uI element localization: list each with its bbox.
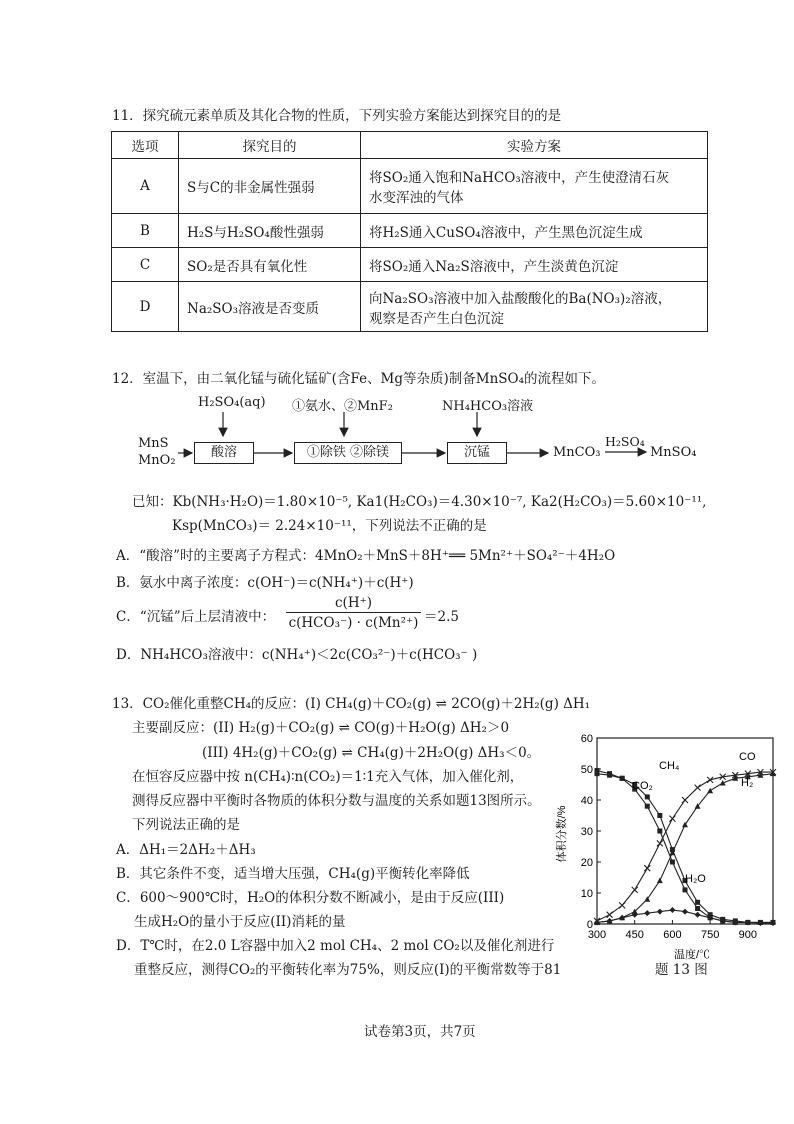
label-co2: CO₂	[632, 780, 653, 792]
data-point	[683, 887, 688, 892]
box-precipitate-mn: 沉锰	[447, 442, 507, 464]
label-h2o: H₂O	[685, 873, 706, 885]
row-goal: Na₂SO₃溶液是否变质	[179, 282, 361, 332]
data-point	[645, 794, 650, 799]
series-line-2	[597, 772, 773, 921]
data-point	[619, 902, 625, 908]
reagent-nh4hco3: NH₄HCO₃溶液	[442, 399, 534, 414]
data-point	[645, 804, 650, 809]
q12-fraction-numerator: c(H⁺)	[335, 595, 372, 611]
data-point	[657, 829, 662, 834]
data-point	[695, 912, 701, 918]
y-tick-label: 60	[580, 733, 593, 745]
product-mnso4: MnSO₄	[650, 445, 697, 460]
x-tick-label: 450	[625, 929, 644, 941]
data-point	[670, 860, 675, 865]
q13-line5: 测得反应器中平衡时各物质的体积分数与温度的关系如题13图所示。	[132, 793, 541, 809]
q13-line4: 在恒容反应器中按 n(CH₄)∶n(CO₂)＝1∶1充入气体，加入催化剂，	[132, 769, 524, 785]
page-footer: 试卷第3页，共7页	[364, 1024, 476, 1040]
plan-line2: 观察是否产生白色沉淀	[369, 310, 504, 327]
header-option: 选项	[112, 132, 179, 159]
q13-line1: 13．CO₂催化重整CH₄的反应：(I) CH₄(g)＋CO₂(g) ⇌ 2CO(g)＋2H₂(g) ΔH₁	[112, 696, 591, 712]
header-goal: 探究目的	[179, 132, 361, 159]
reagent-h2so4: H₂SO₄(aq)	[198, 395, 266, 410]
series-line-0	[597, 774, 773, 923]
row-goal: S与C的非金属性强弱	[179, 159, 361, 214]
y-tick-label: 50	[580, 764, 593, 776]
data-point	[669, 907, 675, 913]
y-tick-label: 0	[586, 919, 593, 931]
q12-option-c-suffix: ＝2.5	[424, 609, 459, 625]
q13-option-c-line1: C．600～900℃时，H₂O的体积分数不断减小，是由于反应(III)	[116, 890, 505, 906]
row-goal: SO₂是否具有氧化性	[179, 248, 361, 282]
row-option: D	[112, 282, 179, 332]
fraction-bar	[286, 612, 421, 613]
label-h2: H₂	[741, 777, 754, 789]
y-tick-label: 20	[580, 857, 593, 869]
data-point	[620, 776, 625, 781]
row-option: B	[112, 214, 179, 248]
x-tick-label: 900	[738, 929, 758, 941]
q13-option-d-line2: 重整反应，测得CO₂的平衡转化率为75%，则反应(I)的平衡常数等于81	[134, 962, 562, 978]
data-point	[595, 768, 600, 773]
y-axis-label: 体积分数/%	[556, 805, 568, 863]
data-point	[695, 900, 700, 905]
label-ch4: CH₄	[659, 760, 680, 772]
plan-line1: 向Na₂SO₃溶液中加入盐酸酸化的Ba(NO₃)₂溶液，	[369, 290, 672, 307]
q13-line3: (III) 4H₂(g)＋CO₂(g) ⇌ CH₄(g)＋2H₂O(g) ΔH₃＜0。	[202, 745, 541, 761]
q12-known-line1: 已知：Kb(NH₃·H₂O)＝1.80×10⁻⁵, Ka1(H₂CO₃)＝4.30×10⁻⁷, Ka2(H₂CO₃)＝5.60×10⁻¹¹,	[132, 494, 707, 510]
plan-line1: 将SO₂通入饱和NaHCO₃溶液中，产生使澄清石灰	[369, 170, 670, 186]
x-tick-label: 750	[700, 929, 720, 941]
data-point	[657, 840, 663, 846]
data-point	[695, 785, 701, 791]
data-point	[707, 788, 713, 794]
q12-stem: 12．室温下，由二氧化锰与硫化锰矿(含Fe、Mg等杂质)制备MnSO₄的流程如下。	[112, 371, 606, 387]
data-point	[657, 878, 663, 884]
reagent-ammonia-mnf2: ①氨水、②MnF₂	[292, 399, 393, 414]
q12-known-line2: Ksp(MnCO₃)＝ 2.24×10⁻¹¹，下列说法不正确的是	[172, 518, 487, 534]
plan-line1: 将H₂S通入CuSO₄溶液中，产生黑色沉淀生成	[369, 224, 643, 241]
data-point	[644, 910, 650, 916]
row-goal: H₂S与H₂SO₄酸性强弱	[179, 214, 361, 248]
plan-line2: 水变浑浊的气体	[369, 190, 464, 206]
q12-option-a: A．“酸溶”时的主要离子方程式：4MnO₂＋MnS＋8H⁺══ 5Mn²⁺＋SO₄²⁻＋4H₂O	[116, 548, 616, 564]
figure-13-chart	[555, 722, 780, 962]
x-axis-label: 温度/℃	[673, 949, 711, 961]
q13-line2: 主要副反应：(II) H₂(g)＋CO₂(g) ⇌ CO(g)＋H₂O(g) ΔH₂＞0	[132, 720, 510, 736]
q13-line6: 下列说法正确的是	[132, 817, 240, 833]
data-point	[607, 912, 613, 918]
figure-caption: 题 13 图	[655, 962, 708, 978]
q11-stem: 11．探究硫元素单质及其化合物的性质，下列实验方案能达到探究目的的是	[112, 108, 562, 124]
x-tick-label: 600	[663, 929, 682, 941]
series-line-1	[597, 771, 773, 923]
q12-option-d: D．NH₄HCO₃溶液中：c(NH₄⁺)＜2c(CO₃²⁻)＋c(HCO₃⁻ )	[116, 647, 478, 663]
series-line-3	[597, 774, 773, 923]
data-point	[682, 797, 688, 803]
row-option: A	[112, 159, 179, 214]
data-point	[632, 887, 638, 893]
q12-option-c-prefix: C．“沉锰”后上层清液中：	[116, 609, 276, 625]
header-plan: 实验方案	[361, 132, 708, 159]
data-point	[682, 909, 688, 915]
data-point	[657, 813, 662, 818]
product-mnco3: MnCO₃	[553, 445, 601, 460]
data-point	[695, 906, 700, 911]
data-point	[657, 909, 663, 915]
y-tick-label: 40	[580, 795, 593, 807]
input-mns: MnS	[138, 436, 169, 451]
flow-arrows	[0, 0, 794, 480]
q13-option-a: A．ΔH₁＝2ΔH₂＋ΔH₃	[116, 842, 256, 858]
label-co: CO	[739, 751, 756, 763]
data-point	[644, 865, 650, 871]
x-tick-label: 300	[587, 929, 607, 941]
input-mno2: MnO₂	[138, 453, 176, 468]
arrow-label-h2so4: H₂SO₄	[605, 434, 645, 449]
q13-option-d-line1: D．T℃时，在2.0 L容器中加入2 mol CH₄、2 mol CO₂以及催化剂进行	[116, 938, 555, 954]
plot-frame	[597, 738, 773, 924]
q12-option-b: B．氨水中离子浓度：c(OH⁻)＝c(NH₄⁺)＋c(H⁺)	[116, 575, 414, 591]
data-point	[669, 816, 675, 822]
box-acid-dissolve: 酸溶	[194, 442, 254, 464]
box-remove-fe-mg: ①除铁 ②除镁	[294, 442, 402, 464]
q12-fraction-denominator: c(HCO₃⁻) · c(Mn²⁺)	[288, 615, 419, 631]
plan-line1: 将SO₂通入Na₂S溶液中，产生淡黄色沉淀	[369, 258, 619, 275]
q13-option-b: B．其它条件不变，适当增大压强，CH₄(g)平衡转化率降低	[116, 866, 470, 882]
q13-option-c-line2: 生成H₂O的量小于反应(II)消耗的量	[134, 914, 346, 930]
data-point	[607, 771, 612, 776]
y-tick-label: 30	[580, 826, 593, 838]
y-tick-label: 10	[580, 888, 593, 900]
row-option: C	[112, 248, 179, 282]
